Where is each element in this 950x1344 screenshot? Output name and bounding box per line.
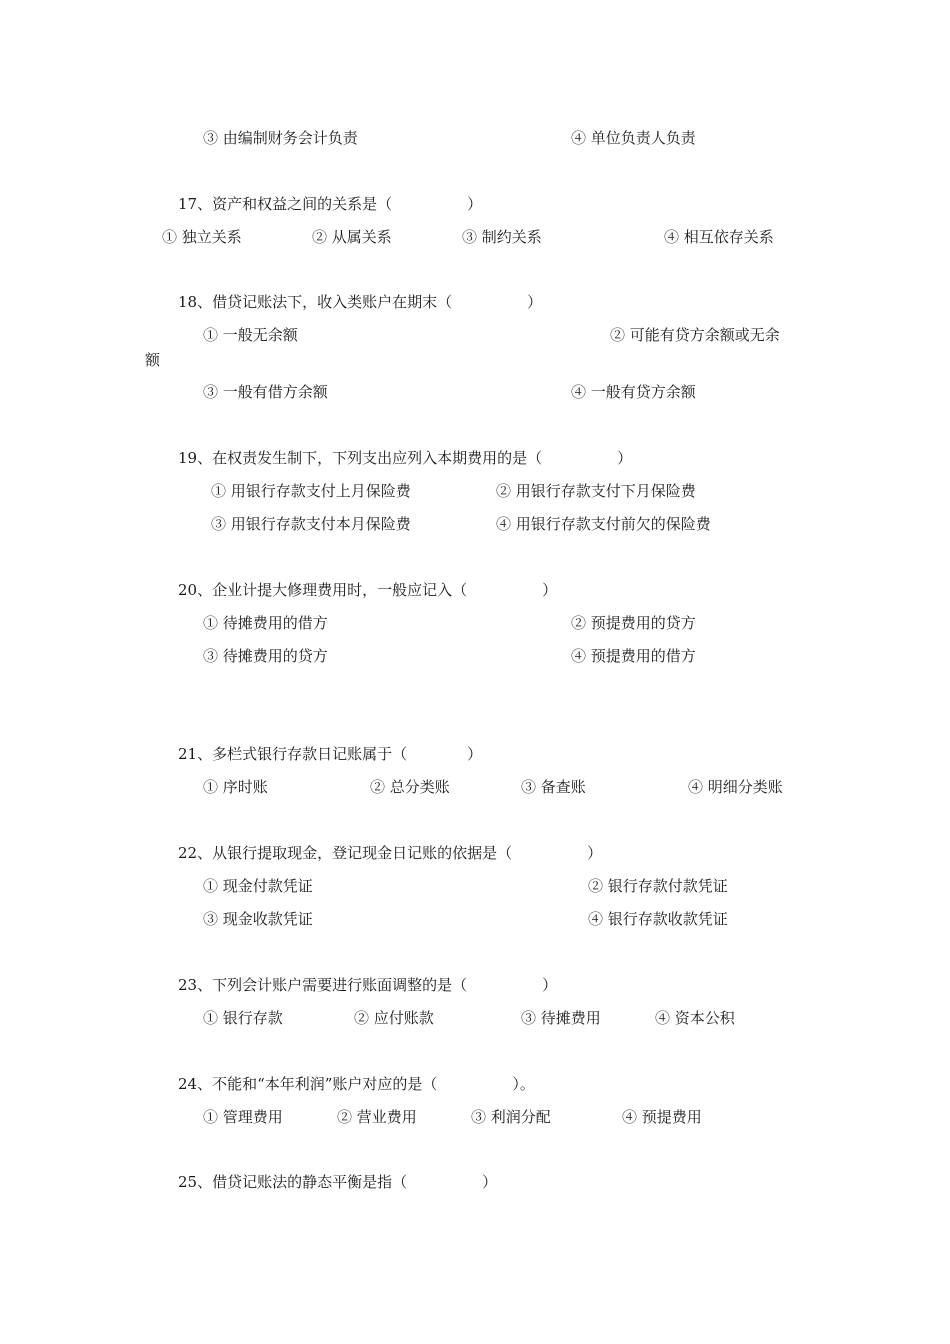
q17-option-1: ① 独立关系 xyxy=(162,228,242,246)
q19-stem: 19、在权责发生制下，下列支出应列入本期费用的是（ ） xyxy=(178,449,633,467)
q23-option-3: ③ 待摊费用 xyxy=(521,1009,601,1027)
q23-stem: 23、下列会计账户需要进行账面调整的是（ ） xyxy=(178,976,558,994)
q23-option-4: ④ 资本公积 xyxy=(655,1009,735,1027)
q17-stem: 17、资产和权益之间的关系是（ ） xyxy=(178,195,483,213)
q21-option-3: ③ 备查账 xyxy=(521,778,586,796)
q19-option-3: ③ 用银行存款支付本月保险费 xyxy=(211,515,411,533)
q19-option-2: ② 用银行存款支付下月保险费 xyxy=(496,482,696,500)
q24-stem: 24、不能和“本年利润”账户对应的是（ ）。 xyxy=(178,1075,535,1093)
q21-option-2: ② 总分类账 xyxy=(370,778,450,796)
q20-option-4: ④ 预提费用的借方 xyxy=(571,647,696,665)
q25-stem: 25、借贷记账法的静态平衡是指（ ） xyxy=(178,1173,498,1191)
q17-option-2: ② 从属关系 xyxy=(312,228,392,246)
q22-option-3: ③ 现金收款凭证 xyxy=(203,910,313,928)
q18-option-1: ① 一般无余额 xyxy=(203,326,298,344)
q23-option-1: ① 银行存款 xyxy=(203,1009,283,1027)
q19-option-1: ① 用银行存款支付上月保险费 xyxy=(211,482,411,500)
q18-option-4: ④ 一般有贷方余额 xyxy=(571,383,696,401)
q24-option-2: ② 营业费用 xyxy=(337,1108,417,1126)
q24-option-4: ④ 预提费用 xyxy=(622,1108,702,1126)
q17-option-3: ③ 制约关系 xyxy=(462,228,542,246)
q16-option-3: ③ 由编制财务会计负责 xyxy=(203,129,358,147)
q22-stem: 22、从银行提取现金，登记现金日记账的依据是（ ） xyxy=(178,844,603,862)
q20-stem: 20、企业计提大修理费用时，一般应记入（ ） xyxy=(178,581,558,599)
q19-option-4: ④ 用银行存款支付前欠的保险费 xyxy=(496,515,711,533)
q18-option-2: ② 可能有贷方余额或无余 xyxy=(610,326,780,344)
q23-option-2: ② 应付账款 xyxy=(354,1009,434,1027)
q18-stem: 18、借贷记账法下，收入类账户在期末（ ） xyxy=(178,293,543,311)
q20-option-2: ② 预提费用的贷方 xyxy=(571,614,696,632)
q18-option-3: ③ 一般有借方余额 xyxy=(203,383,328,401)
q20-option-1: ① 待摊费用的借方 xyxy=(203,614,328,632)
q22-option-1: ① 现金付款凭证 xyxy=(203,877,313,895)
q24-option-1: ① 管理费用 xyxy=(203,1108,283,1126)
q17-option-4: ④ 相互依存关系 xyxy=(664,228,774,246)
q22-option-4: ④ 银行存款收款凭证 xyxy=(588,910,728,928)
q21-stem: 21、多栏式银行存款日记账属于（ ） xyxy=(178,745,483,763)
q21-option-1: ① 序时账 xyxy=(203,778,268,796)
q20-option-3: ③ 待摊费用的贷方 xyxy=(203,647,328,665)
q18-option-2-wrap: 额 xyxy=(145,351,161,369)
q21-option-4: ④ 明细分类账 xyxy=(688,778,783,796)
q22-option-2: ② 银行存款付款凭证 xyxy=(588,877,728,895)
q24-option-3: ③ 利润分配 xyxy=(471,1108,551,1126)
q16-option-4: ④ 单位负责人负责 xyxy=(571,129,696,147)
